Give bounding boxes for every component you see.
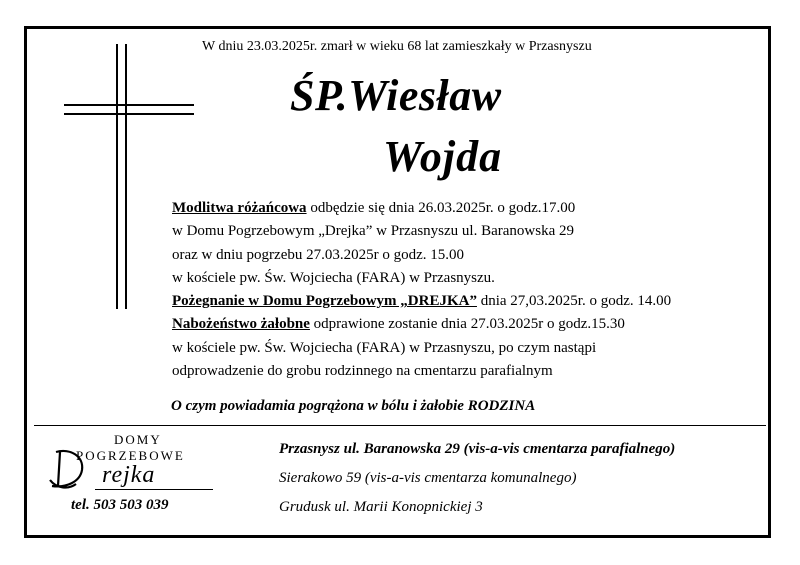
mass-heading: Nabożeństwo żałobne bbox=[172, 316, 310, 333]
death-announcement: W dniu 23.03.2025r. zmarł w wieku 68 lat zamieszkały w Przasnyszu bbox=[202, 39, 592, 54]
farewell-line bbox=[172, 290, 671, 313]
rosary-line bbox=[172, 197, 671, 220]
logo-underline bbox=[95, 489, 213, 490]
mass-church-line: w kościele pw. Św. Wojciecha (FARA) w Przasnyszu, po czym nastąpi bbox=[172, 339, 597, 356]
burial-line: odprowadzenie do grobu rodzinnego na cmentarzu parafialnym bbox=[172, 363, 553, 380]
deceased-name-last: Wojda bbox=[383, 132, 503, 181]
logo-d-icon bbox=[46, 444, 86, 490]
rosary-time: odbędzie się dnia 26.03.2025r. o godz.17.00 bbox=[306, 200, 576, 216]
rosary-heading: Modlitwa różańcowa bbox=[172, 200, 307, 216]
logo-line3: rejka bbox=[102, 462, 156, 488]
address-grudusk: Grudusk ul. Marii Konopnickiej 3 bbox=[279, 499, 483, 515]
phone-number: tel. 503 503 039 bbox=[71, 497, 169, 513]
farewell-heading: Pożegnanie w Domu Pogrzebowym „DREJKA” bbox=[172, 293, 477, 310]
logo-line1: DOMY bbox=[114, 432, 162, 447]
funeral-home-logo bbox=[40, 432, 220, 492]
rosary-location: w Domu Pogrzebowym „Drejka” w Przasnyszu ul. Baranowska 29 bbox=[172, 223, 574, 240]
address-przasnysz: Przasnysz ul. Baranowska 29 (vis-a-vis cmentarza parafialnego) bbox=[279, 441, 676, 457]
church-line: w kościele pw. Św. Wojciecha (FARA) w Przasnyszu. bbox=[172, 269, 495, 286]
mass-line bbox=[172, 313, 671, 336]
mass-time: odprawione zostanie dnia 27.03.2025r o godz.15.30 bbox=[309, 316, 625, 333]
farewell-time: dnia 27,03.2025r. o godz. 14.00 bbox=[476, 293, 672, 310]
logo-line2: POGRZEBOWE bbox=[76, 448, 185, 463]
ceremony-details bbox=[172, 197, 671, 383]
funeral-day-line: oraz w dniu pogrzebu 27.03.2025r o godz. 15.00 bbox=[172, 246, 465, 263]
closing-line: O czym powiadamia pogrążona w bólu i żałobie RODZINA bbox=[171, 398, 536, 414]
footer-divider bbox=[34, 425, 766, 426]
deceased-name-first: ŚP.Wiesław bbox=[290, 71, 502, 120]
address-sierakowo: Sierakowo 59 (vis-a-vis cmentarza komunalnego) bbox=[279, 470, 577, 486]
